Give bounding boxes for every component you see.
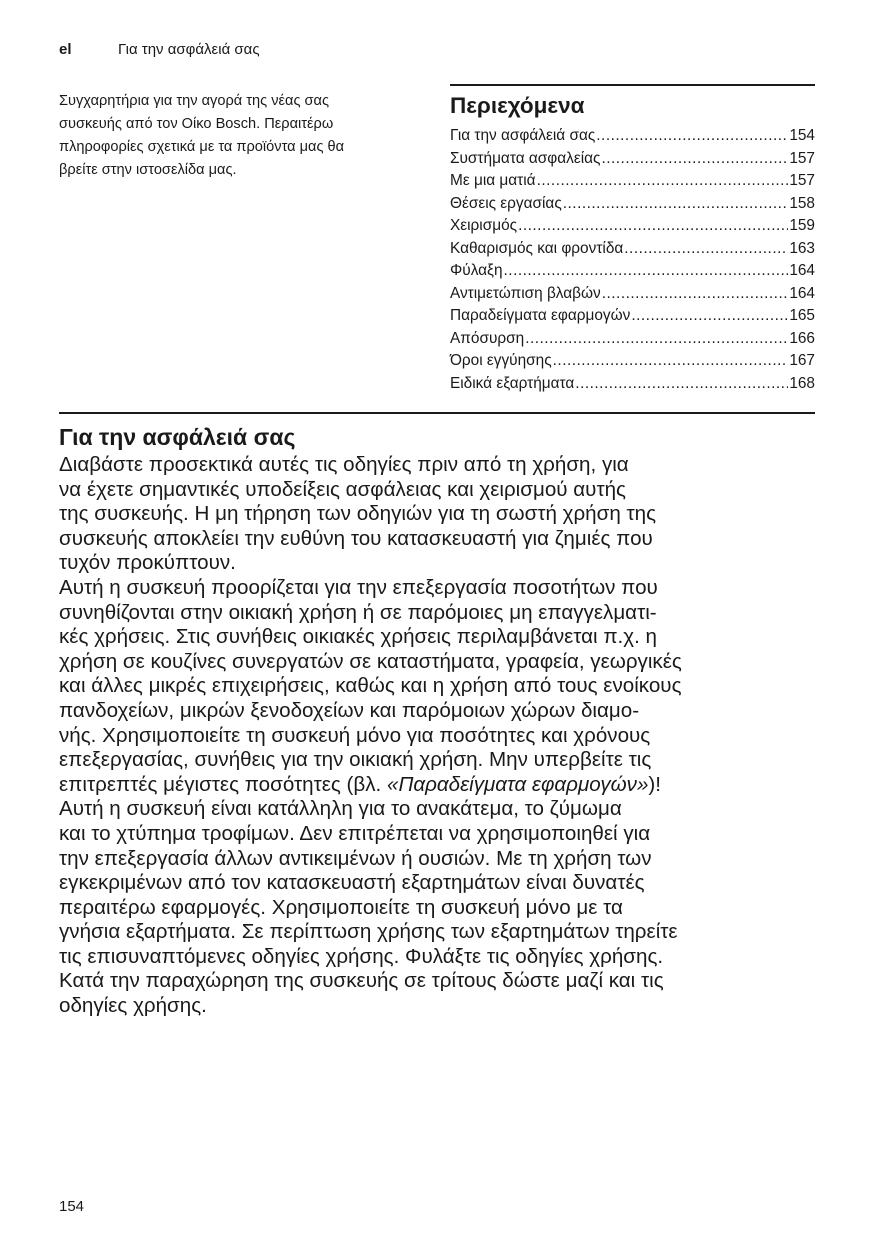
dot-leader: [601, 148, 788, 171]
body-line: [59, 994, 829, 1019]
body-text-run: και το χτύπημα τροφίμων. Δεν επιτρέπεται να χρησιμοποιηθεί για: [59, 821, 651, 845]
dot-leader: [525, 328, 788, 351]
contents-entry-label: Με μια ματιά: [450, 172, 536, 189]
body-text-run: Κατά την παραχώρηση της συσκευής σε τρίτους δώστε μαζί και τις: [59, 969, 664, 993]
contents-entry-label: Καθαρισμός και φροντίδα: [450, 239, 624, 257]
contents-entry-page: 163: [789, 239, 815, 257]
body-line: [59, 969, 829, 994]
section-title: Για την ασφάλειά σας: [59, 424, 296, 450]
body-text-run: γνήσια εξαρτήματα. Σε περίπτωση χρήσης των εξαρτημάτων τηρείτε: [59, 920, 678, 944]
contents-entry-page: 157: [789, 172, 815, 189]
contents-top-rule: [450, 84, 815, 86]
contents-entry-label: Ειδικά εξαρτήματα: [450, 374, 575, 392]
body-line: [59, 797, 829, 822]
body-text-run: συσκευής αποκλείει την ευθύνη του κατασκευαστή για ζημιές που: [59, 526, 653, 550]
body-text-run: χρήση σε κουζίνες συνεργατών σε καταστήματα, γραφεία, γεωργικές: [59, 649, 682, 673]
dot-leader: [518, 215, 788, 238]
body-text-run: Διαβάστε προσεκτικά αυτές τις οδηγίες πριν από τη χρήση, για: [59, 453, 629, 476]
body-line: [59, 920, 829, 945]
contents-title: Περιεχόμενα: [450, 93, 585, 118]
dot-leader: [631, 305, 788, 328]
contents-entry-page: 168: [789, 374, 815, 392]
contents-entry-page: 165: [789, 307, 815, 324]
body-line: [59, 945, 829, 970]
contents-entry[interactable]: [450, 283, 815, 306]
contents-list: [450, 125, 815, 395]
body-text-run: και άλλες μικρές επιχειρήσεις, καθώς και η χρήση από τους ενοίκους: [59, 674, 682, 698]
contents-entry[interactable]: [450, 170, 815, 193]
body-line: [59, 453, 829, 478]
body-text-run: πανδοχείων, μικρών ξενοδοχείων και παρόμοιων χώρων διαμο-: [59, 698, 640, 722]
body-text-run: την επεξεργασία άλλων αντικειμένων ή ουσιών. Με τη χρήση των: [59, 846, 652, 870]
contents-entry-label: Παραδείγματα εφαρμογών: [450, 307, 631, 324]
body-line: [59, 896, 829, 921]
body-line: [59, 502, 829, 527]
body-text-run: να έχετε σημαντικές υποδείξεις ασφάλειας και χειρισμού αυτής: [59, 477, 626, 501]
body-text-run: επιτρεπτές μέγιστες ποσότητες (βλ.: [59, 772, 387, 796]
contents-entry-label: Χειρισμός: [450, 217, 518, 234]
body-line: [59, 576, 829, 601]
body-text-run: οδηγίες χρήσης.: [59, 994, 207, 1018]
contents-entry[interactable]: [450, 238, 815, 261]
body-text-run: της συσκευής. Η μη τήρηση των οδηγιών για τη σωστή χρήση της: [59, 502, 657, 526]
page-number: 154: [59, 1198, 85, 1215]
body-line: [59, 674, 829, 699]
dot-leader: [624, 238, 788, 261]
intro-line: Συγχαρητήρια για την αγορά της νέας σας: [59, 93, 330, 109]
language-code: el: [59, 41, 72, 58]
body-line: [59, 871, 829, 896]
body-line: [59, 625, 829, 650]
contents-entry-page: 154: [789, 127, 815, 144]
contents-entry[interactable]: [450, 328, 815, 351]
body-line: [59, 601, 829, 626]
intro-line: συσκευής από τον Οίκο Bosch. Περαιτέρω: [59, 116, 334, 132]
body-line: [59, 699, 829, 724]
body-text-run: νής. Χρησιμοποιείτε τη συσκευή μόνο για ποσότητες και χρόνους: [59, 723, 651, 747]
contents-entry-label: Για την ασφάλειά σας: [450, 127, 596, 144]
contents-entry-page: 166: [789, 329, 815, 347]
intro-paragraph: [59, 90, 424, 182]
body-text-run: συνηθίζονται στην οικιακή χρήση ή σε παρόμοιες μη επαγγελματι-: [59, 600, 657, 624]
body-text-run: περαιτέρω εφαρμογές. Χρησιμοποιείτε τη συσκευή μόνο με τα: [59, 895, 623, 919]
contents-entry[interactable]: [450, 193, 815, 216]
body-line: [59, 724, 829, 749]
body-text-run: )!: [648, 772, 661, 796]
contents-entry-label: Όροι εγγύησης: [450, 352, 552, 369]
cross-reference: «Παραδείγματα εφαρμογών»: [387, 772, 649, 796]
body-line: [59, 847, 829, 872]
intro-line: βρείτε στην ιστοσελίδα μας.: [59, 162, 237, 178]
body-text-run: κές χρήσεις. Στις συνήθεις οικιακές χρήσεις περιλαμβάνεται π.χ. η: [59, 625, 657, 649]
section-divider: [59, 412, 815, 414]
dot-leader: [553, 350, 789, 373]
contents-entry[interactable]: [450, 125, 815, 148]
contents-entry[interactable]: [450, 305, 815, 328]
contents-entry-page: 158: [789, 194, 815, 212]
dot-leader: [504, 260, 789, 283]
contents-entry[interactable]: [450, 260, 815, 283]
contents-entry-page: 164: [789, 262, 815, 279]
contents-entry-page: 157: [789, 149, 815, 167]
running-header-section: Για την ασφάλειά σας: [118, 41, 260, 58]
contents-entry[interactable]: [450, 215, 815, 238]
intro-line: πληροφορίες σχετικά με τα προϊόντα μας θα: [59, 139, 345, 155]
body-text-run: εγκεκριμένων από τον κατασκευαστή εξαρτημάτων είναι δυνατές: [59, 871, 645, 895]
body-text-run: Αυτή η συσκευή προορίζεται για την επεξεργασία ποσοτήτων που: [59, 575, 658, 599]
body-line: [59, 478, 829, 503]
body-text-run: επεξεργασίας, συνήθεις για την οικιακή χρήση. Μην υπερβείτε τις: [59, 748, 652, 772]
contents-entry-page: 164: [789, 284, 815, 302]
contents-entry-page: 167: [789, 352, 815, 369]
contents-entry[interactable]: [450, 148, 815, 171]
dot-leader: [596, 125, 788, 148]
body-line: [59, 822, 829, 847]
body-line: [59, 650, 829, 675]
body-text-run: Αυτή η συσκευή είναι κατάλληλη για το ανακάτεμα, το ζύμωμα: [59, 797, 622, 821]
contents-entry-page: 159: [789, 217, 815, 234]
body-line: [59, 527, 829, 552]
dot-leader: [537, 170, 789, 193]
contents-entry-label: Θέσεις εργασίας: [450, 194, 562, 212]
body-line: [59, 551, 829, 576]
contents-entry-label: Απόσυρση: [450, 329, 525, 347]
body-text-run: τις επισυναπτόμενες οδηγίες χρήσης. Φυλάξτε τις οδηγίες χρήσης.: [59, 944, 664, 968]
safety-body-text: [59, 453, 829, 1019]
contents-entry-label: Αντιμετώπιση βλαβών: [450, 284, 601, 302]
body-text-run: τυχόν προκύπτουν.: [59, 551, 236, 575]
body-line: [59, 773, 829, 798]
body-line: [59, 748, 829, 773]
contents-entry-label: Φύλαξη: [450, 262, 503, 279]
contents-entry-label: Συστήματα ασφαλείας: [450, 149, 601, 167]
contents-entry[interactable]: [450, 350, 815, 373]
dot-leader: [575, 373, 788, 396]
dot-leader: [563, 193, 789, 216]
contents-entry[interactable]: [450, 373, 815, 396]
dot-leader: [602, 283, 789, 306]
